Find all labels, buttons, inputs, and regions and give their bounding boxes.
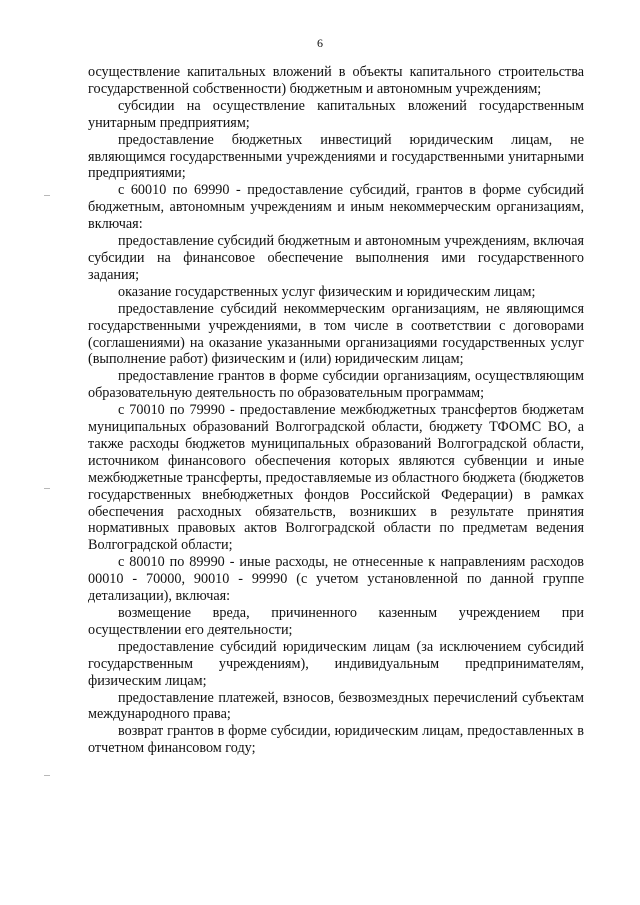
- paragraph: предоставление платежей, взносов, безвозмездных перечислений субъектам международного права;: [88, 689, 584, 723]
- paragraph: осуществление капитальных вложений в объекты капитального строительства государственной собственности) бюджетным и автономным учреждениям;: [88, 64, 584, 97]
- margin-scan-mark: [44, 488, 50, 489]
- paragraph: предоставление субсидий юридическим лицам (за исключением субсидий государственным учреждениям), индивидуальным предпринимателям, физическим лицам;: [88, 638, 584, 689]
- paragraph: возмещение вреда, причиненного казенным учреждением при осуществлении его деятельности;: [88, 605, 584, 638]
- document-body: [88, 64, 584, 757]
- paragraph: с 70010 по 79990 - предоставление межбюджетных трансфертов бюджетам муниципальных образований Волгоградской области, бюджету ТФОМС ВО, а также расходы бюджетов муниципальных образований Волгоградской области, источником финансового обеспечения которых являются субвенции и иные межбюджетные трансферты, предоставляемые из областного бюджета (бюджетов государственных внебюджетных фондов Российской Федерации) в рамках обеспечения расходных обязательств, возникших в результате принятия нормативных правовых актов Волгоградской области по предметам ведения Волгоградской области;: [88, 402, 584, 554]
- paragraph: предоставление бюджетных инвестиций юридическим лицам, не являющимся государственными учреждениями и государственными унитарными предприятиями;: [88, 131, 584, 182]
- paragraph: предоставление субсидий бюджетным и автономным учреждениям, включая субсидии на финансовое обеспечение выполнения ими государственного задания;: [88, 233, 584, 283]
- paragraph: предоставление грантов в форме субсидии организациям, осуществляющим образовательную деятельность по образовательным программам;: [88, 368, 584, 402]
- paragraph: возврат грантов в форме субсидии, юридическим лицам, предоставленных в отчетном финансовом году;: [88, 723, 584, 757]
- margin-scan-mark: [44, 195, 50, 196]
- paragraph: субсидии на осуществление капитальных вложений государственным унитарным предприятиям;: [88, 97, 584, 131]
- margin-scan-mark: [44, 775, 50, 776]
- paragraph: предоставление субсидий некоммерческим организациям, не являющимся государственными учреждениями, в том числе в соответствии с договорами (соглашениями) на оказание указанными организациями государственных услуг (выполнение работ) физическим и (или) юридическим лицам;: [88, 300, 584, 368]
- page-number: 6: [317, 36, 323, 50]
- paragraph: оказание государственных услуг физическим и юридическим лицам;: [118, 283, 536, 300]
- paragraph: с 60010 по 69990 - предоставление субсидий, грантов в форме субсидий бюджетным, автономным учреждениям и иным некоммерческим организациям, включая:: [88, 182, 584, 233]
- paragraph: с 80010 по 89990 - иные расходы, не отнесенные к направлениям расходов 00010 - 70000, 90010 - 99990 (с учетом установленной по данной группе детализации), включая:: [88, 554, 584, 605]
